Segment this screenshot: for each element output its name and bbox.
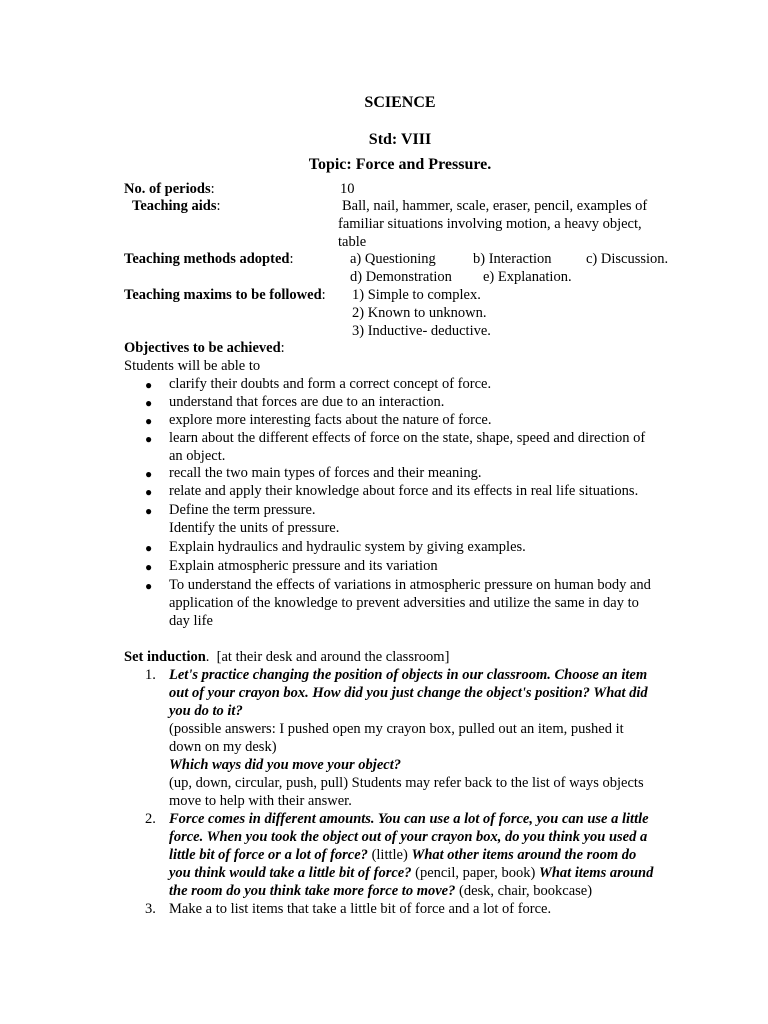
objectives-heading: Objectives to be achieved:: [124, 340, 285, 356]
objective-item-continued: application of the knowledge to prevent adversities and utilize the same in day to: [169, 595, 639, 611]
step3-text: Make a to list items that take a little bit of force and a lot of force.: [169, 901, 552, 917]
step1-answer: (possible answers: I pushed open my crayon box, pulled out an item, pushed it: [169, 721, 624, 737]
bullet-icon: ●: [145, 414, 153, 428]
step-number: 3.: [145, 901, 156, 917]
topic-heading: Topic: Force and Pressure.: [308, 156, 492, 173]
objective-item-continued: Identify the units of pressure.: [169, 520, 340, 536]
step-number: 2.: [145, 811, 156, 827]
bullet-icon: ●: [145, 378, 153, 392]
method-item: b) Interaction: [473, 251, 552, 267]
subject-heading: SCIENCE: [364, 94, 436, 111]
objective-item: Explain hydraulics and hydraulic system by giving examples.: [169, 539, 526, 555]
objective-item: learn about the different effects of force on the state, shape, speed and direction of: [169, 430, 646, 446]
method-item: a) Questioning: [350, 251, 436, 267]
maxim-item: 3) Inductive- deductive.: [352, 323, 491, 339]
step2-text: Force comes in different amounts. You can use a lot of force, you can use a little: [169, 811, 649, 827]
objective-item-continued: day life: [169, 613, 213, 629]
bullet-icon: ●: [145, 504, 153, 518]
method-item: e) Explanation.: [483, 269, 572, 285]
step-number: 1.: [145, 667, 156, 683]
step1-question: Which ways did you move your object?: [169, 757, 401, 773]
step1-answer: move to help with their answer.: [169, 793, 352, 809]
step1-answer: down on my desk): [169, 739, 277, 755]
step2-text: little bit of force or a lot of force? (little) What other items around the room do: [169, 847, 637, 863]
bullet-icon: ●: [145, 485, 153, 499]
objectives-intro: Students will be able to: [124, 358, 261, 374]
step1-question: Let's practice changing the position of objects in our classroom. Choose an item: [169, 667, 648, 683]
step1-question: you do to it?: [169, 703, 243, 719]
method-item: d) Demonstration: [350, 269, 452, 285]
maxim-item: 1) Simple to complex.: [352, 287, 481, 303]
aids-line: table: [338, 234, 367, 250]
step1-answer: (up, down, circular, push, pull) Students may refer back to the list of ways objects: [169, 775, 644, 791]
maxim-item: 2) Known to unknown.: [352, 305, 487, 321]
objective-item-continued: an object.: [169, 448, 226, 464]
step2-text: you think would take a little bit of force? (pencil, paper, book) What items around: [169, 865, 654, 881]
bullet-icon: ●: [145, 432, 153, 446]
step1-question: out of your crayon box. How did you just change the object's position? What did: [169, 685, 648, 701]
method-item: c) Discussion.: [586, 251, 669, 267]
maxims-label: Teaching maxims to be followed:: [124, 287, 326, 303]
aids-label: Teaching aids:: [132, 198, 221, 214]
objective-item: recall the two main types of forces and their meaning.: [169, 465, 482, 481]
objective-item: relate and apply their knowledge about force and its effects in real life situations.: [169, 483, 639, 499]
objective-item: Explain atmospheric pressure and its variation: [169, 558, 438, 574]
step2-text: force. When you took the object out of your crayon box, do you think you used a: [169, 829, 648, 845]
step2-text: the room do you think take more force to move? (desk, chair, bookcase): [169, 883, 593, 899]
methods-label: Teaching methods adopted:: [124, 251, 294, 267]
objective-item: Define the term pressure.: [169, 502, 316, 518]
periods-value: 10: [340, 181, 355, 197]
objective-item: understand that forces are due to an interaction.: [169, 394, 445, 410]
bullet-icon: ●: [145, 579, 153, 593]
objective-item: clarify their doubts and form a correct concept of force.: [169, 376, 492, 392]
bullet-icon: ●: [145, 396, 153, 410]
induction-heading: Set induction. [at their desk and around the classroom]: [124, 649, 450, 665]
aids-line: Ball, nail, hammer, scale, eraser, pencil, examples of: [342, 198, 648, 214]
objective-item: explore more interesting facts about the nature of force.: [169, 412, 492, 428]
bullet-icon: ●: [145, 560, 153, 574]
objective-item: To understand the effects of variations in atmospheric pressure on human body and: [169, 577, 651, 593]
aids-line: familiar situations involving motion, a heavy object,: [338, 216, 642, 232]
bullet-icon: ●: [145, 467, 153, 481]
periods-label: No. of periods:: [124, 181, 215, 197]
bullet-icon: ●: [145, 541, 153, 555]
standard-heading: Std: VIII: [368, 131, 432, 148]
